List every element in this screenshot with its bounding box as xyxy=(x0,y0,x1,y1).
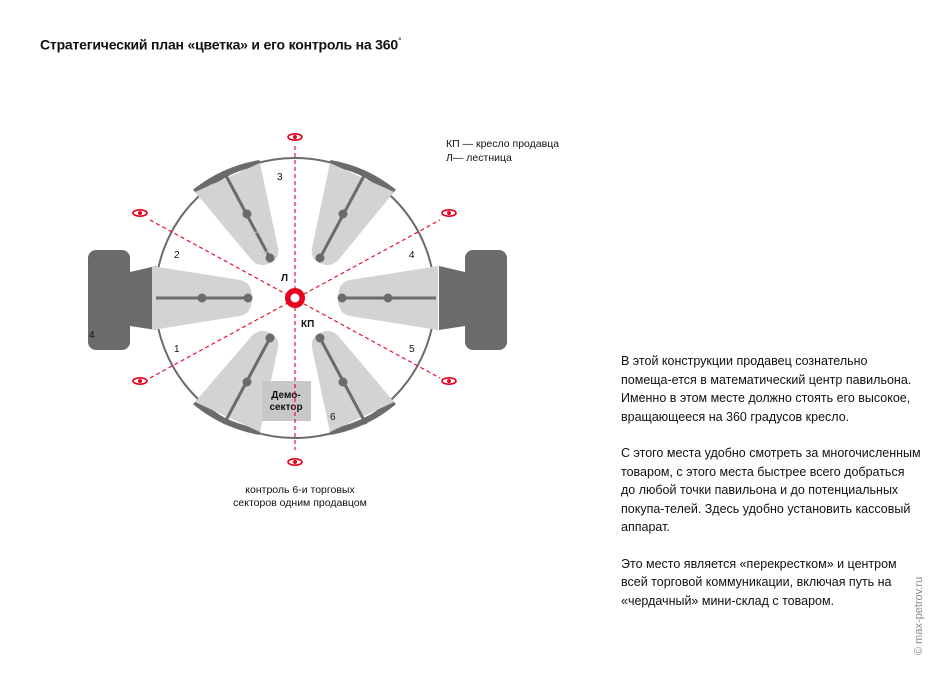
seller-label: КП xyxy=(301,319,315,330)
demo-sector-label-2: сектор xyxy=(269,402,303,413)
sector-number-3: 3 xyxy=(277,172,283,183)
page-title: Стратегический план «цветка» и его контроль на 360° xyxy=(40,36,402,53)
legend-seller: КП — кресло продавца xyxy=(446,138,560,150)
stair-label: Л xyxy=(281,273,289,284)
degree-sign: ° xyxy=(397,36,402,46)
caption-line-2: секторов одним продавцом xyxy=(233,497,367,509)
eye-icon xyxy=(442,378,456,384)
paragraph-1: В этой конструкции продавец сознательно помеща-ется в математический центр павильона. Именно в этом месте должно стоять его высокое, вращающееся на 360 градусов кресло. xyxy=(621,354,912,424)
sector-number-2: 2 xyxy=(174,250,180,261)
seller-chair-marker xyxy=(285,288,305,308)
left-outer-chair xyxy=(88,250,156,350)
sector-number-6: 6 xyxy=(330,412,336,423)
eye-icon xyxy=(442,210,456,216)
legend-stair: Л— лестница xyxy=(446,152,512,164)
description xyxy=(621,352,921,628)
paragraph-2: С этого места удобно смотреть за многочисленным товаром, с этого места быстрее всего добраться до любой точки павильона и до потенциальных покупа-телей. Здесь удобно установить кассовый аппарат. xyxy=(621,446,921,534)
sector-number-4: 4 xyxy=(409,250,415,261)
caption-line-1: контроль 6-и торговых xyxy=(245,484,355,496)
watermark: © max-petrov.ru xyxy=(913,576,925,655)
sector-number-1: 1 xyxy=(174,344,180,355)
sector-number-5: 5 xyxy=(409,344,415,355)
eye-icon xyxy=(288,459,302,465)
eye-icon xyxy=(133,378,147,384)
right-outer-chair xyxy=(439,250,507,350)
demo-sector-label-1: Демо- xyxy=(271,390,301,401)
legend xyxy=(446,137,559,165)
sector-number-outer-4: 4 xyxy=(89,330,95,341)
eye-icon xyxy=(288,134,302,140)
diagram-caption xyxy=(200,484,400,510)
paragraph-3: Это место является «перекрестком» и центром всей торговой коммуникации, включая путь на «чердачный» мини-склад с товаром. xyxy=(621,556,897,608)
demo-sector-box xyxy=(262,381,311,421)
eye-icon xyxy=(133,210,147,216)
